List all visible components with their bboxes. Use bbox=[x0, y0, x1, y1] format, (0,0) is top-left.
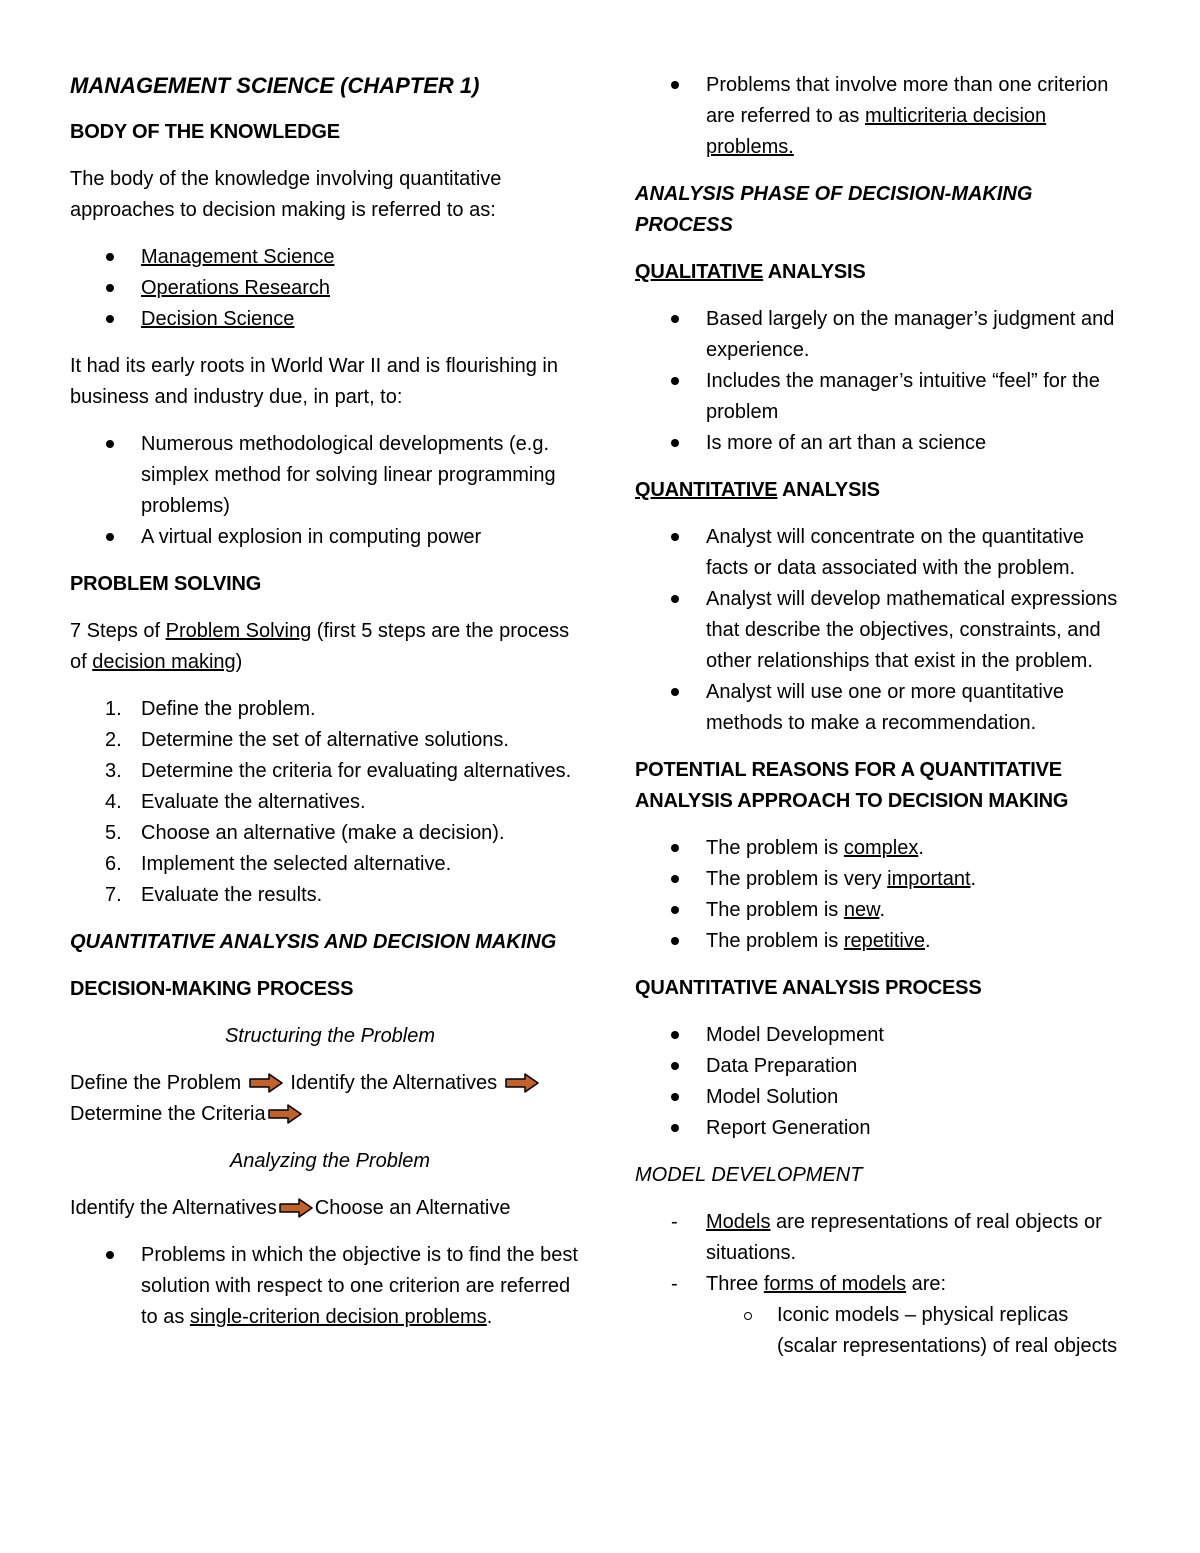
heading-rest: ANALYSIS bbox=[777, 479, 880, 501]
list-item bbox=[70, 849, 590, 880]
right-arrow-icon bbox=[279, 1198, 313, 1218]
list-item bbox=[70, 694, 590, 725]
list-item bbox=[635, 895, 1130, 926]
step-text: Evaluate the alternatives. bbox=[141, 791, 366, 813]
list-item bbox=[70, 273, 590, 304]
heading-rest: ANALYSIS bbox=[763, 261, 866, 283]
process-list bbox=[635, 1020, 1130, 1144]
model-development-heading: MODEL DEVELOPMENT bbox=[635, 1164, 863, 1186]
model-dev-list bbox=[635, 1207, 1130, 1362]
list-item: Analyst will concentrate on the quantitative facts or data associated with the problem. bbox=[635, 522, 1130, 584]
list-item: A virtual explosion in computing power bbox=[70, 522, 590, 553]
list-item bbox=[70, 242, 590, 273]
quantitative-list bbox=[635, 522, 1130, 739]
step-text: Evaluate the results. bbox=[141, 884, 323, 906]
forms-sublist bbox=[706, 1300, 1130, 1362]
analysis-phase-heading: ANALYSIS PHASE OF DECISION-MAKING PROCESS bbox=[635, 183, 1033, 236]
reason-term: complex bbox=[843, 837, 919, 859]
step-number: 3. bbox=[105, 760, 122, 782]
list-item: Is more of an art than a science bbox=[635, 428, 1130, 459]
multicriteria-list bbox=[635, 70, 1130, 163]
reason-end: . bbox=[925, 930, 931, 952]
reason-text: The problem is very bbox=[706, 868, 888, 890]
forms-term: forms of models bbox=[763, 1273, 907, 1295]
list-item: Includes the manager’s intuitive “feel” for the problem bbox=[635, 366, 1130, 428]
list-item: Data Preparation bbox=[635, 1051, 1130, 1082]
qualitative-term: QUALITATIVE bbox=[635, 261, 764, 283]
flow-step: Choose an Alternative bbox=[314, 1197, 511, 1219]
list-item: Report Generation bbox=[635, 1113, 1130, 1144]
flow-step: Define the Problem bbox=[70, 1072, 242, 1094]
list-item bbox=[635, 926, 1130, 957]
list-item bbox=[70, 787, 590, 818]
body-intro: The body of the knowledge involving quantitative approaches to decision making is referred to as: bbox=[70, 168, 502, 221]
reason-end: . bbox=[918, 837, 924, 859]
single-criterion-list bbox=[70, 1240, 590, 1333]
forms-text: Three bbox=[706, 1273, 764, 1295]
qa-dm-heading: QUANTITATIVE ANALYSIS AND DECISION MAKING bbox=[70, 931, 557, 953]
steps-intro-text: 7 Steps of bbox=[70, 620, 166, 642]
reason-term: new bbox=[843, 899, 880, 921]
list-item bbox=[70, 818, 590, 849]
qualitative-heading bbox=[635, 257, 1130, 288]
body-item: Management Science bbox=[141, 246, 335, 268]
analyzing-label: Analyzing the Problem bbox=[229, 1150, 431, 1172]
steps-intro bbox=[70, 616, 590, 678]
steps-list bbox=[70, 694, 590, 911]
models-text: are representations of real objects or situations. bbox=[706, 1211, 1102, 1264]
list-item: Iconic models – physical replicas (scalar representations) of real objects bbox=[706, 1300, 1130, 1362]
multicriteria-term: multicriteria decision problems. bbox=[706, 105, 1047, 158]
reason-term: important bbox=[887, 868, 971, 890]
right-arrow-icon bbox=[249, 1073, 283, 1093]
body-item: Operations Research bbox=[141, 277, 330, 299]
list-item bbox=[635, 833, 1130, 864]
right-arrow-icon bbox=[505, 1073, 539, 1093]
problem-solving-heading: PROBLEM SOLVING bbox=[70, 573, 262, 595]
step-number: 5. bbox=[105, 822, 122, 844]
reason-text: The problem is bbox=[706, 930, 844, 952]
forms-end: are: bbox=[906, 1273, 947, 1295]
list-item: Analyst will develop mathematical expressions that describe the objectives, constraints, and other relationships that exist in the problem. bbox=[635, 584, 1130, 677]
roots-list bbox=[70, 429, 590, 553]
step-number: 6. bbox=[105, 853, 122, 875]
flow-step: Identify the Alternatives bbox=[70, 1197, 277, 1219]
step-text: Implement the selected alternative. bbox=[141, 853, 452, 875]
roots-intro: It had its early roots in World War II and is flourishing in business and industry due, in part, to: bbox=[70, 355, 558, 408]
multicriteria-text: Problems that involve more than one criterion are referred to as bbox=[706, 74, 1109, 127]
models-term: Models bbox=[706, 1211, 771, 1233]
list-item: Analyst will use one or more quantitative methods to make a recommendation. bbox=[635, 677, 1130, 739]
steps-intro-text: ) bbox=[235, 651, 243, 673]
list-item: Numerous methodological developments (e.g. simplex method for solving linear programming problems) bbox=[70, 429, 590, 522]
step-text: Determine the set of alternative solutions. bbox=[141, 729, 509, 751]
structuring-flow bbox=[70, 1068, 590, 1130]
list-item bbox=[635, 70, 1130, 163]
right-column bbox=[635, 70, 1130, 1378]
process-heading: QUANTITATIVE ANALYSIS PROCESS bbox=[635, 977, 982, 999]
qualitative-list bbox=[635, 304, 1130, 459]
step-number: 7. bbox=[105, 884, 122, 906]
quantitative-term: QUANTITATIVE bbox=[635, 479, 778, 501]
page-title: MANAGEMENT SCIENCE (CHAPTER 1) bbox=[70, 73, 480, 98]
body-of-knowledge-heading: BODY OF THE KNOWLEDGE bbox=[70, 121, 340, 143]
list-item: Model Solution bbox=[635, 1082, 1130, 1113]
body-item: Decision Science bbox=[141, 308, 295, 330]
reason-end: . bbox=[879, 899, 885, 921]
reason-term: repetitive bbox=[843, 930, 925, 952]
analyzing-flow bbox=[70, 1193, 590, 1224]
list-item bbox=[70, 756, 590, 787]
single-criterion-end: . bbox=[486, 1306, 493, 1328]
list-item: Based largely on the manager’s judgment and experience. bbox=[635, 304, 1130, 366]
step-text: Determine the criteria for evaluating alternatives. bbox=[141, 760, 572, 782]
list-item bbox=[70, 725, 590, 756]
list-item bbox=[70, 880, 590, 911]
left-column bbox=[70, 70, 590, 1349]
list-item bbox=[635, 1269, 1130, 1362]
step-number: 2. bbox=[105, 729, 122, 751]
dmp-heading: DECISION-MAKING PROCESS bbox=[70, 978, 354, 1000]
reasons-heading: POTENTIAL REASONS FOR A QUANTITATIVE ANALYSIS APPROACH TO DECISION MAKING bbox=[635, 759, 1069, 812]
decision-making-term: decision making bbox=[92, 651, 236, 673]
step-number: 4. bbox=[105, 791, 122, 813]
reason-end: . bbox=[970, 868, 977, 890]
list-item: Model Development bbox=[635, 1020, 1130, 1051]
reason-text: The problem is bbox=[706, 899, 844, 921]
right-arrow-icon bbox=[268, 1104, 302, 1124]
flow-step: Identify the Alternatives bbox=[290, 1072, 498, 1094]
list-item bbox=[70, 1240, 590, 1333]
single-criterion-text: Problems in which the objective is to find the best solution with respect to one criterion are referred to as bbox=[141, 1244, 578, 1328]
list-item bbox=[70, 304, 590, 335]
step-text: Choose an alternative (make a decision). bbox=[141, 822, 505, 844]
list-item bbox=[635, 1207, 1130, 1269]
flow-step: Determine the Criteria bbox=[70, 1103, 266, 1125]
structuring-label: Structuring the Problem bbox=[224, 1025, 436, 1047]
single-criterion-term: single-criterion decision problems bbox=[189, 1306, 487, 1328]
reasons-list bbox=[635, 833, 1130, 957]
problem-solving-term: Problem Solving bbox=[165, 620, 312, 642]
quantitative-heading bbox=[635, 475, 1130, 506]
reason-text: The problem is bbox=[706, 837, 844, 859]
steps-intro-text: (first 5 steps are the process of bbox=[70, 620, 570, 673]
step-text: Define the problem. bbox=[141, 698, 316, 720]
list-item bbox=[635, 864, 1130, 895]
step-number: 1. bbox=[105, 698, 122, 720]
body-list bbox=[70, 242, 590, 335]
